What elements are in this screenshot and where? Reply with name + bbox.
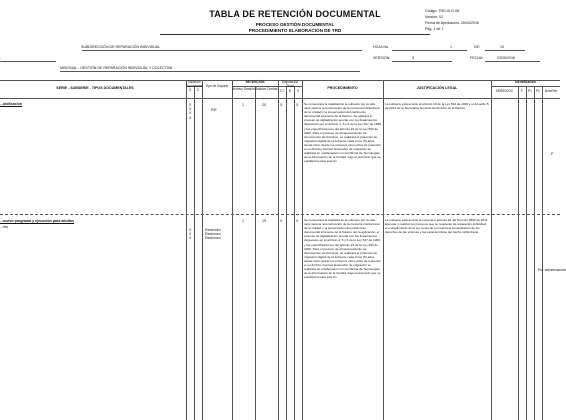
left-code-underline	[0, 61, 56, 62]
col-divider-12	[518, 86, 519, 420]
col-divider-2	[194, 86, 195, 420]
table-header-rule	[0, 98, 560, 99]
col-header-gestion: Archivo Gestión	[232, 87, 255, 91]
col-header-right-3: P1	[528, 89, 532, 93]
header-rule	[160, 34, 430, 35]
col-header-series: SERIE - SUBSERIE - TIPOS DOCUMENTALES	[56, 86, 134, 90]
col-header-right-2: F	[521, 89, 523, 93]
col-header-central: Archivo Central	[255, 87, 278, 91]
col-header-retencion: RETENCIÓN	[245, 80, 265, 84]
col-divider-7	[286, 86, 287, 420]
col-divider-15	[542, 86, 543, 420]
row2-soporte: Electrónico Electrónico Electrónico	[205, 228, 221, 241]
office-label: MISIONAL - GESTIÓN DE REPARACIÓN INDIVIDUAL Y COLECTIVA	[60, 66, 173, 70]
hoja-label: HOJA No.	[373, 45, 389, 49]
row1-soporte: P/E	[211, 108, 217, 112]
row2-series: ...nuevo programa y ejecución para adultos	[0, 219, 75, 223]
row1-justificacion: La subserie está acorde al artículo 19 de la Ley 594 de 2000 y el Acuerdo 5 de 2013 de la Secretaría General del Archivo de la Nación.	[385, 102, 489, 111]
col-divider-5	[255, 86, 256, 420]
col-header-justificacion: JUSTIFICACIÓN LEGAL	[416, 86, 458, 90]
right-group-subrule	[491, 86, 560, 87]
col-divider-1	[186, 80, 187, 420]
row2-series-sub: ...nto	[0, 225, 8, 229]
col-header-tradicion-c: C	[196, 88, 200, 92]
row1-tradicion-marks: X X X X	[189, 103, 192, 120]
col-divider-3	[202, 80, 203, 420]
procedure-subtitle: PROCEDIMIENTO ELABORACIÓN DE TRD	[248, 28, 342, 33]
col-header-right-group: Identificación	[515, 80, 536, 84]
row2-central: 19	[262, 219, 266, 223]
row2-procedimiento: Se conservará la totalidad de la subserie por su alto valor para la reconstrucción de la memoria institucional de la Unidad y la preservación del patrimonio documental inherente de la Nación. En la aplicación, el proceso de digitalización acorde con los lineamientos dispuestos en el artículo 4, 5 y 6 de la Ley 527 de 1999 y las especificaciones del artículo 19 de la Ley 594 de 2000. Para el proceso de almacenamiento de documentos electrónicos, se realizará el protocolo de migración digital de la subserie cada cinco (5) años desde inicio desde los primeros cinco años de retención en el Archivo Central. Esta labor de migración se realizará en colaboración con la Oficina de Tecnologías de la Información de la Unidad, bajo el protocolo que se establezca para este fin.	[304, 218, 381, 280]
col-header-s: S	[296, 89, 300, 93]
col-divider-14	[534, 86, 535, 420]
version-value: 3	[412, 56, 414, 60]
fecha-underline	[485, 61, 540, 62]
row2-tradicion-marks: X X X	[189, 228, 192, 241]
fecha-label: FECHA:	[470, 56, 484, 60]
col-divider-11	[491, 80, 492, 420]
entity-label: SUBDIRECCIÓN DE REPARACIÓN INDIVIDUAL	[81, 45, 161, 49]
row1-series: ...ubificación	[0, 102, 22, 106]
row1-procedimiento: Se conservará la totalidad de la subserie por su alto valor para la reconstrucción de la memoria institucional de la Unidad y la preservación del patrimonio documental inherente de la Nación. Se aplicará el proceso de digitalización acorde con los lineamientos dispuestos por el artículo 4, 5 y 6 de la Ley 527 de 1999 y las especificaciones del artículo 19 de la Ley 594 de 2000. Para el proceso de almacenamiento de documentos electrónicos, se realizará el protocolo de migración digital de la subserie cada cinco (5) años desde inicio desde los primeros cinco años de retención en el Archivo Central. Esta labor de migración se realizará en colaboración con la Oficina de Tecnologías de la Información de la Unidad, bajo el protocolo que se establezca para este fin.	[304, 102, 381, 164]
de-value: 10	[500, 45, 504, 49]
col-header-e: E	[288, 89, 292, 93]
col-header-right-5: Nom/Ser	[544, 89, 558, 93]
row1-central: 20	[262, 103, 266, 107]
col-divider-4	[232, 80, 233, 420]
document-title: TABLA DE RETENCIÓN DOCUMENTAL	[209, 9, 381, 19]
de-label: DE:	[474, 45, 480, 49]
col-divider-6	[278, 80, 279, 420]
row2-ct: X	[280, 219, 283, 223]
de-underline	[485, 50, 525, 51]
office-underline	[60, 71, 360, 72]
document-version: Versión: 02	[425, 15, 443, 19]
col-header-right-4: P2	[536, 89, 540, 93]
col-header-procedimiento: PROCEDIMIENTO	[327, 86, 358, 90]
col-header-soporte: Tipo de Soporte	[205, 84, 229, 88]
col-divider-9	[302, 80, 303, 420]
row1-s: X	[296, 103, 299, 107]
approval-date: Fecha de Aprobación: 26/04/2016	[425, 21, 479, 25]
hoja-value: 1	[450, 45, 452, 49]
row2-gestion: 1	[242, 219, 244, 223]
row1-gestion: 1	[242, 103, 244, 107]
col-header-disposicion: Disposición Final	[281, 80, 299, 88]
col-header-right-1: SERIE/DOC	[495, 89, 514, 93]
document-code: Código: TRD-XLD-06	[425, 9, 460, 13]
row2-justificacion: La subserie está acorde al numeral 1 artículo 22 del Decreto 4802 de 2011. Ejecutar y realizar los procesos que se requieran de reparación individual, en cumplimiento de la ley, teniendo en cuenta la consolidación de los derechos de las víctimas y las características del hecho victimizante.	[385, 218, 489, 235]
table-row-divider	[0, 214, 560, 215]
row1-ct: X	[280, 103, 283, 107]
row2-right-text: Por conservación	[538, 268, 566, 272]
col-header-tradicion: Tradición Documental	[186, 80, 204, 88]
col-divider-13	[526, 86, 527, 420]
row1-right-text: P	[551, 152, 554, 156]
col-header-ct: CT	[279, 89, 285, 93]
hoja-underline	[392, 50, 467, 51]
entity-underline	[82, 50, 362, 51]
row2-s: X	[296, 219, 299, 223]
page-number: Pág. 1 de 1	[425, 27, 444, 31]
version-underline	[392, 61, 452, 62]
process-subtitle: PROCESO GESTIÓN DOCUMENTAL	[255, 22, 335, 27]
col-divider-10	[383, 80, 384, 420]
col-header-tradicion-o: O	[188, 88, 192, 92]
fecha-value: 03/06/2016	[497, 56, 515, 60]
version-label: VERSIÓN:	[373, 56, 391, 60]
col-divider-8	[294, 86, 295, 420]
